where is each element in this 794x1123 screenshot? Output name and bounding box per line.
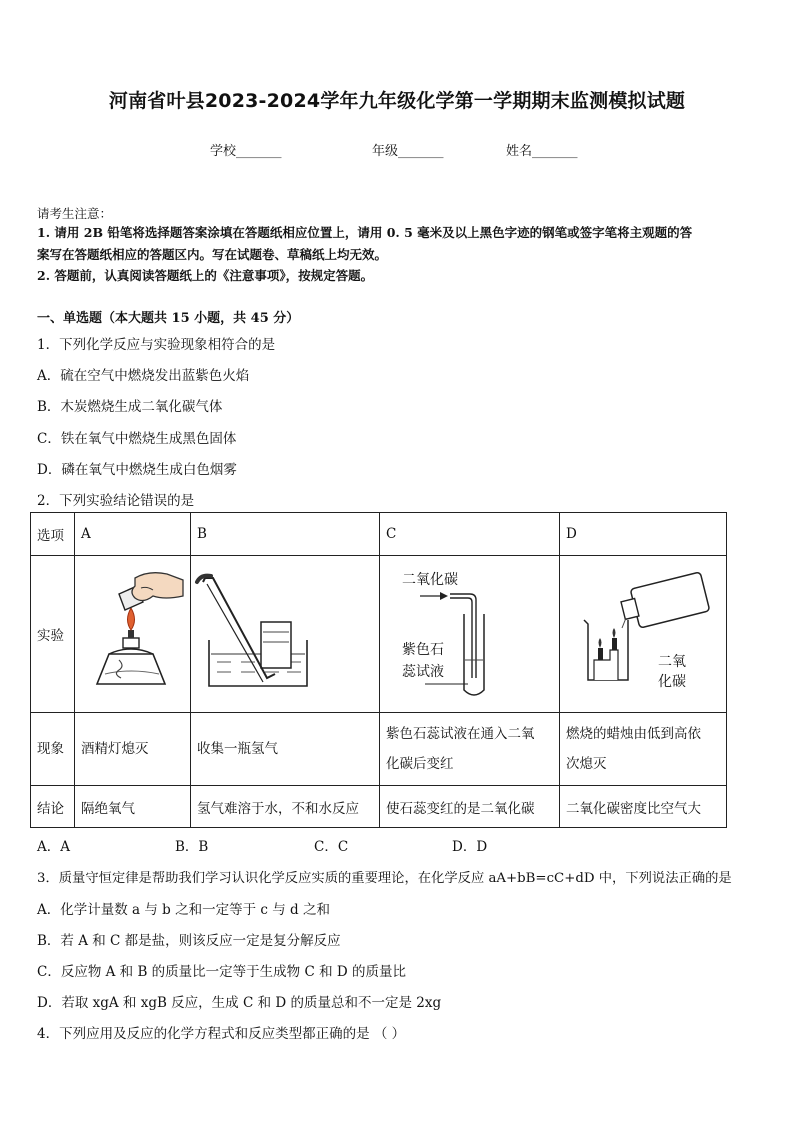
notice-heading: 请考生注意： bbox=[37, 206, 113, 221]
c-liquid-label-1: 紫色石 bbox=[402, 642, 444, 658]
phenomenon-d-line-2: 次熄灭 bbox=[566, 756, 607, 772]
phenomenon-b: 收集一瓶氢气 bbox=[191, 713, 380, 786]
question-1-stem: 1．下列化学反应与实验现象相符合的是 bbox=[37, 337, 276, 353]
question-3-option-b: B．若 A 和 C 都是盐，则该反应一定是复分解反应 bbox=[37, 933, 341, 949]
table-experiment-row bbox=[31, 556, 727, 713]
conclusion-c: 使石蕊变红的是二氧化碳 bbox=[380, 786, 560, 828]
table-header-cell: B bbox=[191, 513, 380, 556]
row-label-conclusion: 结论 bbox=[31, 786, 75, 828]
phenomenon-a: 酒精灯熄灭 bbox=[75, 713, 191, 786]
d-gas-label-1: 二氧 bbox=[658, 654, 686, 670]
question-3-stem: 3．质量守恒定律是帮助我们学习认识化学反应实质的重要理论，在化学反应 aA+bB=cC+dD 中，下列说法正确的是 bbox=[37, 871, 732, 886]
grade-field: 年级_______ bbox=[372, 144, 444, 159]
phenomenon-d bbox=[560, 713, 727, 786]
phenomenon-c-line-2: 化碳后变红 bbox=[386, 756, 454, 772]
question-3-option-a: A．化学计量数 a 与 b 之和一定等于 c 与 d 之和 bbox=[37, 902, 330, 918]
phenomenon-d-line-1: 燃烧的蜡烛由低到高依 bbox=[566, 726, 701, 742]
experiment-d-cell bbox=[560, 556, 727, 713]
conclusion-a: 隔绝氧气 bbox=[75, 786, 191, 828]
question-2-answer-a: A．A bbox=[37, 839, 70, 855]
question-3-option-d: D．若取 xgA 和 xgB 反应，生成 C 和 D 的质量总和不一定是 2xg bbox=[37, 995, 442, 1011]
candle-co2-illustration bbox=[560, 556, 727, 712]
d-gas-label-2: 化碳 bbox=[658, 674, 686, 690]
phenomenon-c bbox=[380, 713, 560, 786]
alcohol-lamp-illustration bbox=[75, 556, 191, 712]
section-heading: 一、单选题（本大题共 15 小题，共 45 分） bbox=[37, 311, 300, 326]
row-label-phenomenon: 现象 bbox=[31, 713, 75, 786]
litmus-test-illustration bbox=[380, 556, 560, 712]
experiment-c-cell bbox=[380, 556, 560, 713]
experiment-table bbox=[30, 512, 727, 828]
question-2-answer-c: C．C bbox=[314, 839, 349, 855]
c-liquid-label-2: 蕊试液 bbox=[402, 664, 444, 680]
question-4-stem: 4．下列应用及反应的化学方程式和反应类型都正确的是 （ ） bbox=[37, 1026, 406, 1042]
page-title: 河南省叶县2023-2024学年九年级化学第一学期期末监测模拟试题 bbox=[108, 90, 686, 112]
question-1-option-b: B．木炭燃烧生成二氧化碳气体 bbox=[37, 399, 223, 415]
table-header-row bbox=[31, 513, 727, 556]
question-3-option-c: C．反应物 A 和 B 的质量比一定等于生成物 C 和 D 的质量比 bbox=[37, 964, 406, 980]
question-1-option-c: C．铁在氧气中燃烧生成黑色固体 bbox=[37, 431, 237, 447]
question-2-answer-d: D．D bbox=[452, 839, 488, 855]
school-field: 学校_______ bbox=[210, 144, 282, 159]
table-header-cell: 选项 bbox=[31, 513, 75, 556]
table-header-cell: A bbox=[75, 513, 191, 556]
question-2-answer-b: B．B bbox=[175, 839, 209, 855]
name-field: 姓名_______ bbox=[506, 144, 578, 159]
experiment-a-cell bbox=[75, 556, 191, 713]
conclusion-b: 氢气难溶于水，不和水反应 bbox=[191, 786, 380, 828]
question-1-option-d: D．磷在氧气中燃烧生成白色烟雾 bbox=[37, 462, 237, 478]
phenomenon-c-line-1: 紫色石蕊试液在通入二氧 bbox=[386, 726, 535, 742]
question-1-option-a: A．硫在空气中燃烧发出蓝紫色火焰 bbox=[37, 368, 250, 384]
c-gas-label: 二氧化碳 bbox=[402, 572, 458, 588]
table-conclusion-row bbox=[31, 786, 727, 828]
notice-line-2: 2. 答题前，认真阅读答题纸上的《注意事项》，按规定答题。 bbox=[37, 268, 374, 283]
hydrogen-collection-illustration bbox=[191, 556, 380, 712]
table-header-cell: D bbox=[560, 513, 727, 556]
experiment-b-cell bbox=[191, 556, 380, 713]
row-label-experiment: 实验 bbox=[31, 556, 75, 713]
notice-line-1b: 案写在答题纸相应的答题区内。写在试题卷、草稿纸上均无效。 bbox=[37, 247, 388, 262]
table-header-cell: C bbox=[380, 513, 560, 556]
table-phenomenon-row bbox=[31, 713, 727, 786]
conclusion-d: 二氧化碳密度比空气大 bbox=[560, 786, 727, 828]
notice-line-1: 1. 请用 2B 铅笔将选择题答案涂填在答题纸相应位置上，请用 0. 5 毫米及以上黑色字迹的钢笔或签字笔将主观题的答 bbox=[37, 225, 693, 240]
question-2-stem: 2．下列实验结论错误的是 bbox=[37, 493, 195, 509]
